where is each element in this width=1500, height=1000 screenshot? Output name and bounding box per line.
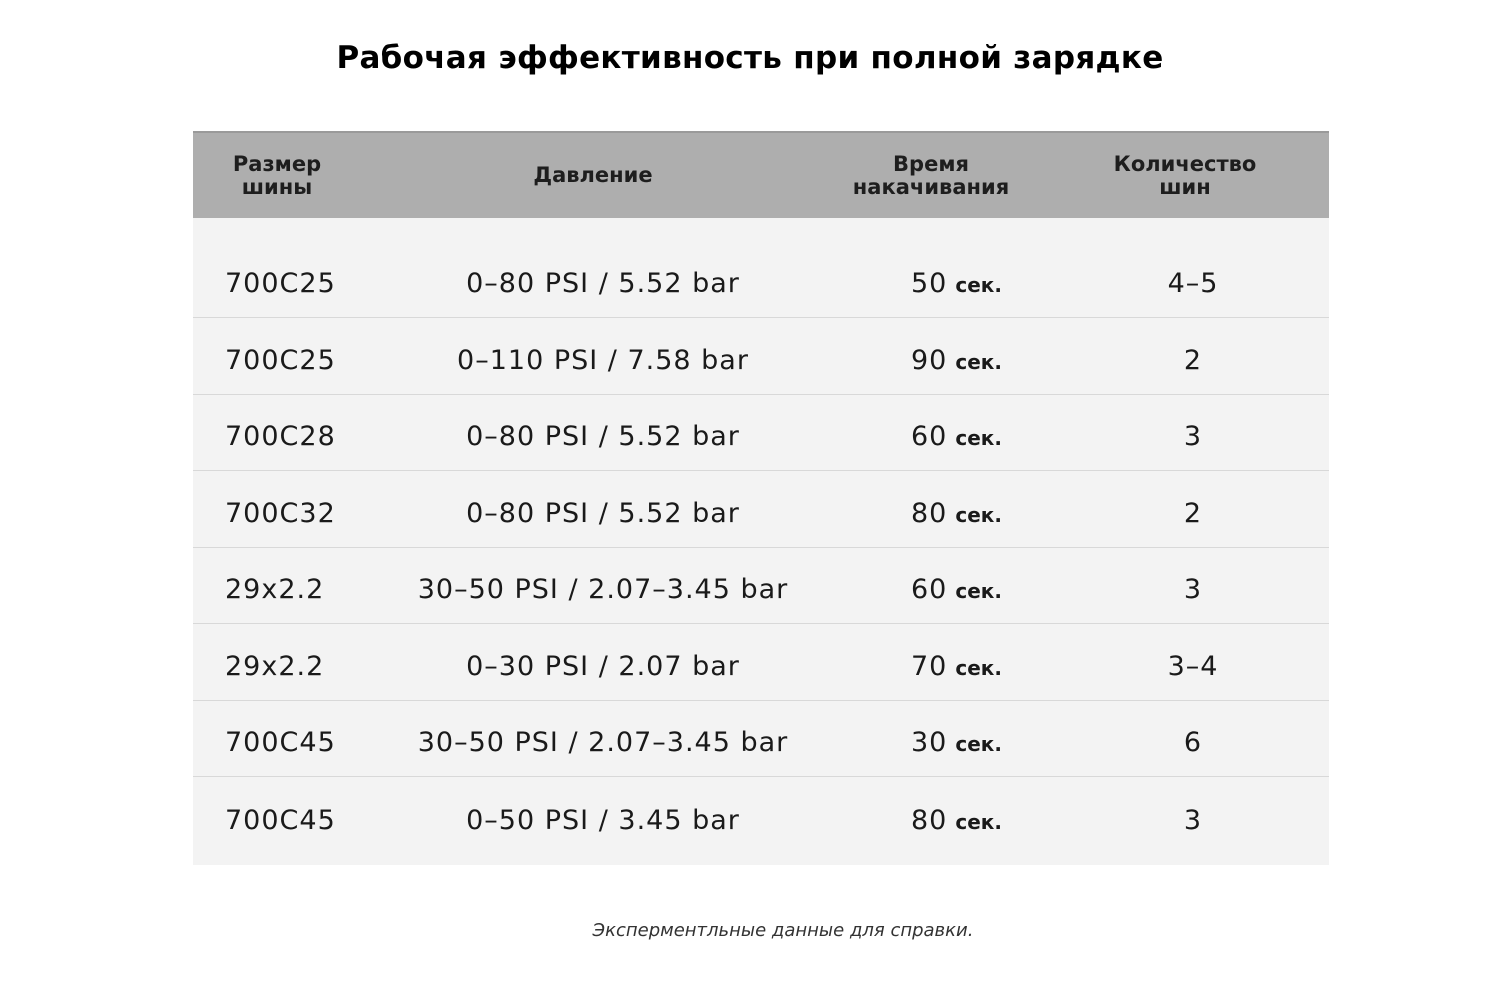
header-tire-size: Размер шины <box>232 151 322 199</box>
performance-table <box>193 131 1329 865</box>
cell-inflation-time <box>911 727 1002 758</box>
cell-tire-count: 3 <box>1183 804 1203 836</box>
cell-tire-size: 29x2.2 <box>225 650 325 682</box>
time-unit: сек. <box>955 349 1002 374</box>
cell-inflation-time <box>911 651 1002 682</box>
cell-tire-size: 700C45 <box>225 804 336 836</box>
time-value: 70 <box>911 650 948 682</box>
cell-tire-size: 700C25 <box>225 344 336 376</box>
time-unit: сек. <box>955 273 1002 297</box>
cell-tire-count: 6 <box>1183 727 1203 758</box>
time-unit: сек. <box>955 655 1002 680</box>
cell-pressure: 0–30 PSI / 2.07 bar <box>466 650 740 682</box>
time-value: 80 <box>911 497 948 529</box>
table-row <box>193 624 1329 701</box>
cell-tire-count: 2 <box>1183 497 1203 529</box>
cell-tire-count: 3 <box>1183 574 1203 605</box>
cell-inflation-time <box>911 345 1002 376</box>
header-tire-count: Количество шин <box>1113 151 1257 199</box>
cell-tire-size: 700C32 <box>225 497 336 529</box>
table-row <box>193 777 1329 854</box>
cell-inflation-time <box>911 498 1002 529</box>
cell-pressure: 30–50 PSI / 2.07–3.45 bar <box>417 574 789 605</box>
header-pressure: Давление <box>533 163 653 187</box>
time-value: 60 <box>911 574 948 605</box>
cell-tire-count: 3–4 <box>1167 650 1219 682</box>
cell-tire-count: 4–5 <box>1167 268 1219 299</box>
cell-inflation-time <box>911 805 1002 836</box>
cell-inflation-time <box>911 268 1002 299</box>
table-header <box>193 131 1329 218</box>
table-row <box>193 318 1329 395</box>
cell-pressure: 0–110 PSI / 7.58 bar <box>457 344 749 376</box>
cell-pressure: 0–80 PSI / 5.52 bar <box>466 268 740 299</box>
cell-inflation-time <box>911 421 1002 452</box>
cell-inflation-time <box>911 574 1002 605</box>
page-title: Рабочая эффективность при полной зарядке <box>336 40 1164 76</box>
cell-tire-size: 700C45 <box>225 727 336 758</box>
table-row <box>193 218 1329 318</box>
time-value: 50 <box>911 268 948 299</box>
table-row <box>193 701 1329 778</box>
cell-tire-size: 700C25 <box>225 268 336 299</box>
cell-pressure: 0–50 PSI / 3.45 bar <box>466 804 740 836</box>
table-body <box>193 218 1329 854</box>
time-unit: сек. <box>955 732 1002 756</box>
header-inflation-time: Время накачивания <box>852 151 1010 199</box>
cell-pressure: 0–80 PSI / 5.52 bar <box>466 497 740 529</box>
cell-tire-size: 29x2.2 <box>225 574 325 605</box>
time-unit: сек. <box>955 579 1002 603</box>
time-unit: сек. <box>955 426 1002 450</box>
time-value: 90 <box>911 344 948 376</box>
table-row <box>193 471 1329 548</box>
cell-tire-count: 2 <box>1183 344 1203 376</box>
table-row <box>193 548 1329 625</box>
time-value: 60 <box>911 421 948 452</box>
time-unit: сек. <box>955 809 1002 834</box>
footnote: Эксперментльные данные для справки. <box>592 920 974 941</box>
cell-tire-count: 3 <box>1183 421 1203 452</box>
table-row <box>193 395 1329 472</box>
time-value: 80 <box>911 804 948 836</box>
time-value: 30 <box>911 727 948 758</box>
cell-tire-size: 700C28 <box>225 421 336 452</box>
cell-pressure: 30–50 PSI / 2.07–3.45 bar <box>417 727 789 758</box>
cell-pressure: 0–80 PSI / 5.52 bar <box>466 421 740 452</box>
time-unit: сек. <box>955 502 1002 527</box>
